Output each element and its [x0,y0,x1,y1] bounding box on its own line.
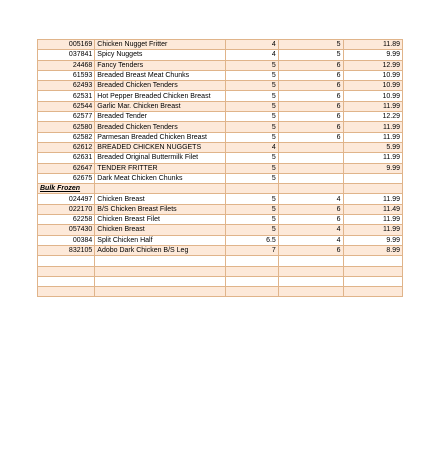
price-cell: 12.99 [343,60,402,70]
qty-b-cell: 6 [278,60,343,70]
item-name-cell: B/S Chicken Breast Filets [95,204,226,214]
qty-a-cell: 5 [225,112,278,122]
item-name-cell: BREADED CHICKEN NUGGETS [95,142,226,152]
item-name-cell: Hot Pepper Breaded Chicken Breast [95,91,226,101]
section-label: Bulk Frozen [38,184,95,194]
qty-a-cell: 5 [225,60,278,70]
qty-a-cell: 4 [225,50,278,60]
qty-b-cell: 6 [278,122,343,132]
qty-a-cell: 5 [225,122,278,132]
table-row [38,40,403,50]
qty-b-cell: 6 [278,245,343,255]
price-cell: 11.99 [343,225,402,235]
empty-cell [95,287,226,297]
qty-b-cell [278,163,343,173]
empty-cell [343,256,402,266]
empty-cell [95,276,226,286]
item-name-cell: Breaded Tender [95,112,226,122]
empty-cell [278,266,343,276]
qty-a-cell: 5 [225,70,278,80]
empty-cell [343,266,402,276]
qty-b-cell: 6 [278,132,343,142]
qty-a-cell: 5 [225,215,278,225]
empty-cell [95,266,226,276]
qty-b-cell: 6 [278,81,343,91]
qty-b-cell [278,173,343,183]
item-code-cell: 62258 [38,215,95,225]
price-cell: 8.99 [343,245,402,255]
qty-b-cell: 4 [278,194,343,204]
price-cell: 9.99 [343,163,402,173]
qty-a-cell: 5 [225,194,278,204]
table-row [38,163,403,173]
qty-a-cell: 5 [225,101,278,111]
item-name-cell: Breaded Chicken Tenders [95,81,226,91]
item-name-cell: Chicken Breast [95,225,226,235]
qty-a-cell: 5 [225,132,278,142]
item-code-cell: 62647 [38,163,95,173]
table-row [38,173,403,183]
qty-b-cell: 6 [278,215,343,225]
table-row [38,112,403,122]
empty-cell [278,287,343,297]
empty-cell [343,184,402,194]
item-code-cell: 24468 [38,60,95,70]
table-row [38,245,403,255]
qty-a-cell: 5 [225,153,278,163]
qty-a-cell: 4 [225,142,278,152]
qty-b-cell: 6 [278,112,343,122]
item-name-cell: Parmesan Breaded Chicken Breast [95,132,226,142]
table-row [38,153,403,163]
table-row [38,194,403,204]
item-code-cell: 022170 [38,204,95,214]
price-cell: 10.99 [343,81,402,91]
item-code-cell: 62582 [38,132,95,142]
empty-cell [225,256,278,266]
price-cell: 11.99 [343,132,402,142]
item-name-cell: Breaded Chicken Tenders [95,122,226,132]
item-name-cell: Spicy Nuggets [95,50,226,60]
item-name-cell: Chicken Breast Filet [95,215,226,225]
price-cell [343,173,402,183]
price-cell: 11.99 [343,215,402,225]
empty-cell [225,276,278,286]
qty-b-cell: 6 [278,101,343,111]
empty-cell [278,184,343,194]
blank-row [38,256,403,266]
qty-a-cell: 5 [225,204,278,214]
qty-a-cell: 4 [225,40,278,50]
table-row [38,122,403,132]
qty-b-cell: 5 [278,40,343,50]
item-name-cell: Dark Meat Chicken Chunks [95,173,226,183]
empty-cell [278,256,343,266]
price-cell: 11.99 [343,194,402,204]
table-row [38,70,403,80]
price-cell: 9.99 [343,235,402,245]
qty-a-cell: 5 [225,91,278,101]
item-code-cell: 61593 [38,70,95,80]
item-name-cell: Breaded Original Buttermilk Filet [95,153,226,163]
item-code-cell: 62675 [38,173,95,183]
item-name-cell: Adobo Dark Chicken B/S Leg [95,245,226,255]
qty-a-cell: 5 [225,163,278,173]
item-code-cell: 024497 [38,194,95,204]
blank-row [38,276,403,286]
empty-cell [38,256,95,266]
table-row [38,101,403,111]
item-name-cell: Garlic Mar. Chicken Breast [95,101,226,111]
qty-b-cell: 6 [278,204,343,214]
price-cell: 5.99 [343,142,402,152]
table-row [38,50,403,60]
item-code-cell: 62544 [38,101,95,111]
price-cell: 11.99 [343,101,402,111]
table-row [38,60,403,70]
qty-b-cell: 6 [278,91,343,101]
price-list-table [37,39,403,297]
item-code-cell: 62577 [38,112,95,122]
price-cell: 11.49 [343,204,402,214]
empty-cell [95,184,226,194]
qty-b-cell: 4 [278,235,343,245]
qty-b-cell: 4 [278,225,343,235]
empty-cell [343,276,402,286]
item-code-cell: 037841 [38,50,95,60]
table-row [38,204,403,214]
qty-b-cell [278,153,343,163]
price-cell: 12.29 [343,112,402,122]
item-name-cell: Chicken Nugget Fritter [95,40,226,50]
item-name-cell: Split Chicken Half [95,235,226,245]
item-code-cell: 62531 [38,91,95,101]
price-list-body [38,40,403,297]
empty-cell [225,266,278,276]
table-row [38,132,403,142]
empty-cell [95,256,226,266]
qty-a-cell: 5 [225,173,278,183]
table-row [38,81,403,91]
item-name-cell: Chicken Breast [95,194,226,204]
table-row [38,215,403,225]
qty-a-cell: 5 [225,225,278,235]
section-row [38,184,403,194]
item-code-cell: 62580 [38,122,95,132]
empty-cell [225,287,278,297]
item-code-cell: 62612 [38,142,95,152]
blank-row [38,266,403,276]
table-row [38,225,403,235]
qty-a-cell: 7 [225,245,278,255]
item-code-cell: 005169 [38,40,95,50]
table-row [38,235,403,245]
empty-cell [38,276,95,286]
item-name-cell: Breaded Breast Meat Chunks [95,70,226,80]
price-cell: 9.99 [343,50,402,60]
qty-b-cell: 5 [278,50,343,60]
qty-b-cell [278,142,343,152]
qty-a-cell: 6.5 [225,235,278,245]
empty-cell [225,184,278,194]
empty-cell [38,287,95,297]
item-code-cell: 057430 [38,225,95,235]
qty-b-cell: 6 [278,70,343,80]
price-cell: 10.99 [343,70,402,80]
item-code-cell: 62631 [38,153,95,163]
table-row [38,142,403,152]
price-cell: 10.99 [343,91,402,101]
qty-a-cell: 5 [225,81,278,91]
table-row [38,91,403,101]
empty-cell [278,276,343,286]
blank-row [38,287,403,297]
price-cell: 11.99 [343,153,402,163]
price-cell: 11.89 [343,40,402,50]
item-name-cell: Fancy Tenders [95,60,226,70]
item-code-cell: 832105 [38,245,95,255]
empty-cell [343,287,402,297]
item-code-cell: 62493 [38,81,95,91]
item-name-cell: TENDER FRITTER [95,163,226,173]
empty-cell [38,266,95,276]
price-cell: 11.99 [343,122,402,132]
item-code-cell: 00384 [38,235,95,245]
